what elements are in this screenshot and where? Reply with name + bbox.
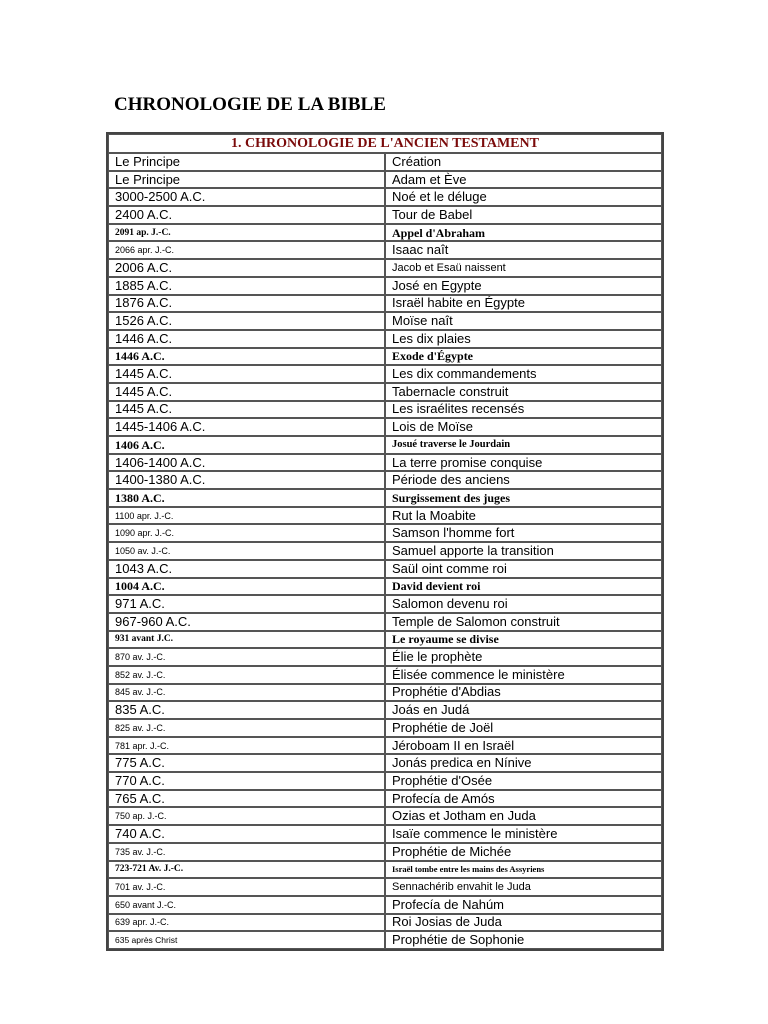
table-row: [108, 648, 662, 666]
event-cell: Samson l'homme fort: [385, 524, 662, 542]
event-cell: Sennachérib envahit le Juda: [385, 878, 662, 896]
table-row: [108, 772, 662, 790]
date-cell: 870 av. J.-C.: [108, 648, 385, 666]
event-cell: Temple de Salomon construit: [385, 613, 662, 631]
date-cell: 1876 A.C.: [108, 295, 385, 313]
date-cell: 825 av. J.-C.: [108, 719, 385, 737]
table-row: [108, 471, 662, 489]
table-row: [108, 807, 662, 825]
date-cell: 2091 ap. J.-C.: [108, 224, 385, 242]
event-cell: Jacob et Esaü naissent: [385, 259, 662, 277]
table-row: [108, 719, 662, 737]
table-row: [108, 613, 662, 631]
date-cell: 770 A.C.: [108, 772, 385, 790]
table-row: [108, 206, 662, 224]
event-cell: Jonás predica en Nínive: [385, 754, 662, 772]
date-cell: 750 ap. J.-C.: [108, 807, 385, 825]
event-cell: Exode d'Égypte: [385, 348, 662, 366]
event-cell: Jéroboam II en Israël: [385, 737, 662, 755]
event-cell: Isaïe commence le ministère: [385, 825, 662, 843]
table-row: [108, 259, 662, 277]
date-cell: 765 A.C.: [108, 790, 385, 808]
table-row: [108, 825, 662, 843]
date-cell: 635 après Christ: [108, 931, 385, 949]
table-row: [108, 684, 662, 702]
date-cell: 967-960 A.C.: [108, 613, 385, 631]
event-cell: Samuel apporte la transition: [385, 542, 662, 560]
event-cell: Le royaume se divise: [385, 631, 662, 649]
table-row: [108, 737, 662, 755]
date-cell: 1526 A.C.: [108, 312, 385, 330]
date-cell: 3000-2500 A.C.: [108, 188, 385, 206]
date-cell: 1885 A.C.: [108, 277, 385, 295]
date-cell: 735 av. J.-C.: [108, 843, 385, 861]
date-cell: 1446 A.C.: [108, 330, 385, 348]
date-cell: Le Principe: [108, 171, 385, 189]
event-cell: Appel d'Abraham: [385, 224, 662, 242]
table-row: [108, 312, 662, 330]
table-row: [108, 560, 662, 578]
table-row: [108, 666, 662, 684]
event-cell: Élisée commence le ministère: [385, 666, 662, 684]
event-cell: Élie le prophète: [385, 648, 662, 666]
table-row: [108, 843, 662, 861]
event-cell: José en Egypte: [385, 277, 662, 295]
event-cell: Profecía de Amós: [385, 790, 662, 808]
table-row: [108, 896, 662, 914]
table-row: [108, 171, 662, 189]
event-cell: Profecía de Nahúm: [385, 896, 662, 914]
event-cell: Tabernacle construit: [385, 383, 662, 401]
date-cell: 2006 A.C.: [108, 259, 385, 277]
event-cell: Josué traverse le Jourdain: [385, 436, 662, 454]
date-cell: 723-721 Av. J.-C.: [108, 861, 385, 879]
date-cell: 835 A.C.: [108, 701, 385, 719]
table-row: [108, 454, 662, 472]
event-cell: Prophétie d'Abdias: [385, 684, 662, 702]
date-cell: 701 av. J.-C.: [108, 878, 385, 896]
document-title: CHRONOLOGIE DE LA BIBLE: [114, 94, 386, 115]
table-row: [108, 861, 662, 879]
table-row: [108, 365, 662, 383]
date-cell: Le Principe: [108, 153, 385, 171]
table-row: [108, 295, 662, 313]
table-row: [108, 401, 662, 419]
table-row: [108, 754, 662, 772]
table-row: [108, 330, 662, 348]
date-cell: 1100 apr. J.-C.: [108, 507, 385, 525]
event-cell: Saül oint comme roi: [385, 560, 662, 578]
table-row: [108, 418, 662, 436]
date-cell: 1445 A.C.: [108, 365, 385, 383]
table-row: [108, 348, 662, 366]
date-cell: 1445 A.C.: [108, 383, 385, 401]
event-cell: Prophétie de Sophonie: [385, 931, 662, 949]
date-cell: 781 apr. J.-C.: [108, 737, 385, 755]
table-row: [108, 631, 662, 649]
event-cell: Ozias et Jotham en Juda: [385, 807, 662, 825]
date-cell: 1445-1406 A.C.: [108, 418, 385, 436]
date-cell: 852 av. J.-C.: [108, 666, 385, 684]
table-row: [108, 224, 662, 242]
table-row: [108, 931, 662, 949]
date-cell: 1090 apr. J.-C.: [108, 524, 385, 542]
date-cell: 1446 A.C.: [108, 348, 385, 366]
event-cell: Les dix plaies: [385, 330, 662, 348]
date-cell: 1380 A.C.: [108, 489, 385, 507]
date-cell: 1050 av. J.-C.: [108, 542, 385, 560]
event-cell: Rut la Moabite: [385, 507, 662, 525]
date-cell: 1445 A.C.: [108, 401, 385, 419]
date-cell: 971 A.C.: [108, 595, 385, 613]
table-row: [108, 595, 662, 613]
event-cell: Israël habite en Égypte: [385, 295, 662, 313]
table-header-row: [108, 134, 662, 153]
date-cell: 650 avant J.-C.: [108, 896, 385, 914]
table-row: [108, 153, 662, 171]
date-cell: 1406 A.C.: [108, 436, 385, 454]
chronology-table: [106, 132, 664, 951]
event-cell: Salomon devenu roi: [385, 595, 662, 613]
event-cell: Création: [385, 153, 662, 171]
date-cell: 931 avant J.C.: [108, 631, 385, 649]
table-row: [108, 436, 662, 454]
event-cell: Les dix commandements: [385, 365, 662, 383]
date-cell: 639 apr. J.-C.: [108, 914, 385, 932]
event-cell: Prophétie de Joël: [385, 719, 662, 737]
table-row: [108, 383, 662, 401]
table-row: [108, 507, 662, 525]
table-row: [108, 790, 662, 808]
table-row: [108, 188, 662, 206]
table-row: [108, 241, 662, 259]
table-row: [108, 489, 662, 507]
event-cell: Roi Josias de Juda: [385, 914, 662, 932]
date-cell: 1043 A.C.: [108, 560, 385, 578]
event-cell: Lois de Moïse: [385, 418, 662, 436]
table-row: [108, 277, 662, 295]
event-cell: Les israélites recensés: [385, 401, 662, 419]
event-cell: Moïse naît: [385, 312, 662, 330]
date-cell: 740 A.C.: [108, 825, 385, 843]
date-cell: 1400-1380 A.C.: [108, 471, 385, 489]
date-cell: 775 A.C.: [108, 754, 385, 772]
event-cell: Israël tombe entre les mains des Assyriens: [385, 861, 662, 879]
event-cell: Prophétie de Michée: [385, 843, 662, 861]
table-row: [108, 878, 662, 896]
event-cell: David devient roi: [385, 578, 662, 596]
table-row: [108, 578, 662, 596]
table-body: [108, 153, 662, 949]
event-cell: Période des anciens: [385, 471, 662, 489]
date-cell: 845 av. J.-C.: [108, 684, 385, 702]
event-cell: Prophétie d'Osée: [385, 772, 662, 790]
table-header: 1. CHRONOLOGIE DE L'ANCIEN TESTAMENT: [108, 134, 662, 153]
event-cell: Adam et Ève: [385, 171, 662, 189]
date-cell: 2400 A.C.: [108, 206, 385, 224]
table-row: [108, 914, 662, 932]
date-cell: 2066 apr. J.-C.: [108, 241, 385, 259]
date-cell: 1004 A.C.: [108, 578, 385, 596]
table-row: [108, 701, 662, 719]
table-row: [108, 542, 662, 560]
event-cell: Isaac naît: [385, 241, 662, 259]
event-cell: Joás en Judá: [385, 701, 662, 719]
event-cell: Noé et le déluge: [385, 188, 662, 206]
table-row: [108, 524, 662, 542]
event-cell: Tour de Babel: [385, 206, 662, 224]
event-cell: Surgissement des juges: [385, 489, 662, 507]
event-cell: La terre promise conquise: [385, 454, 662, 472]
date-cell: 1406-1400 A.C.: [108, 454, 385, 472]
